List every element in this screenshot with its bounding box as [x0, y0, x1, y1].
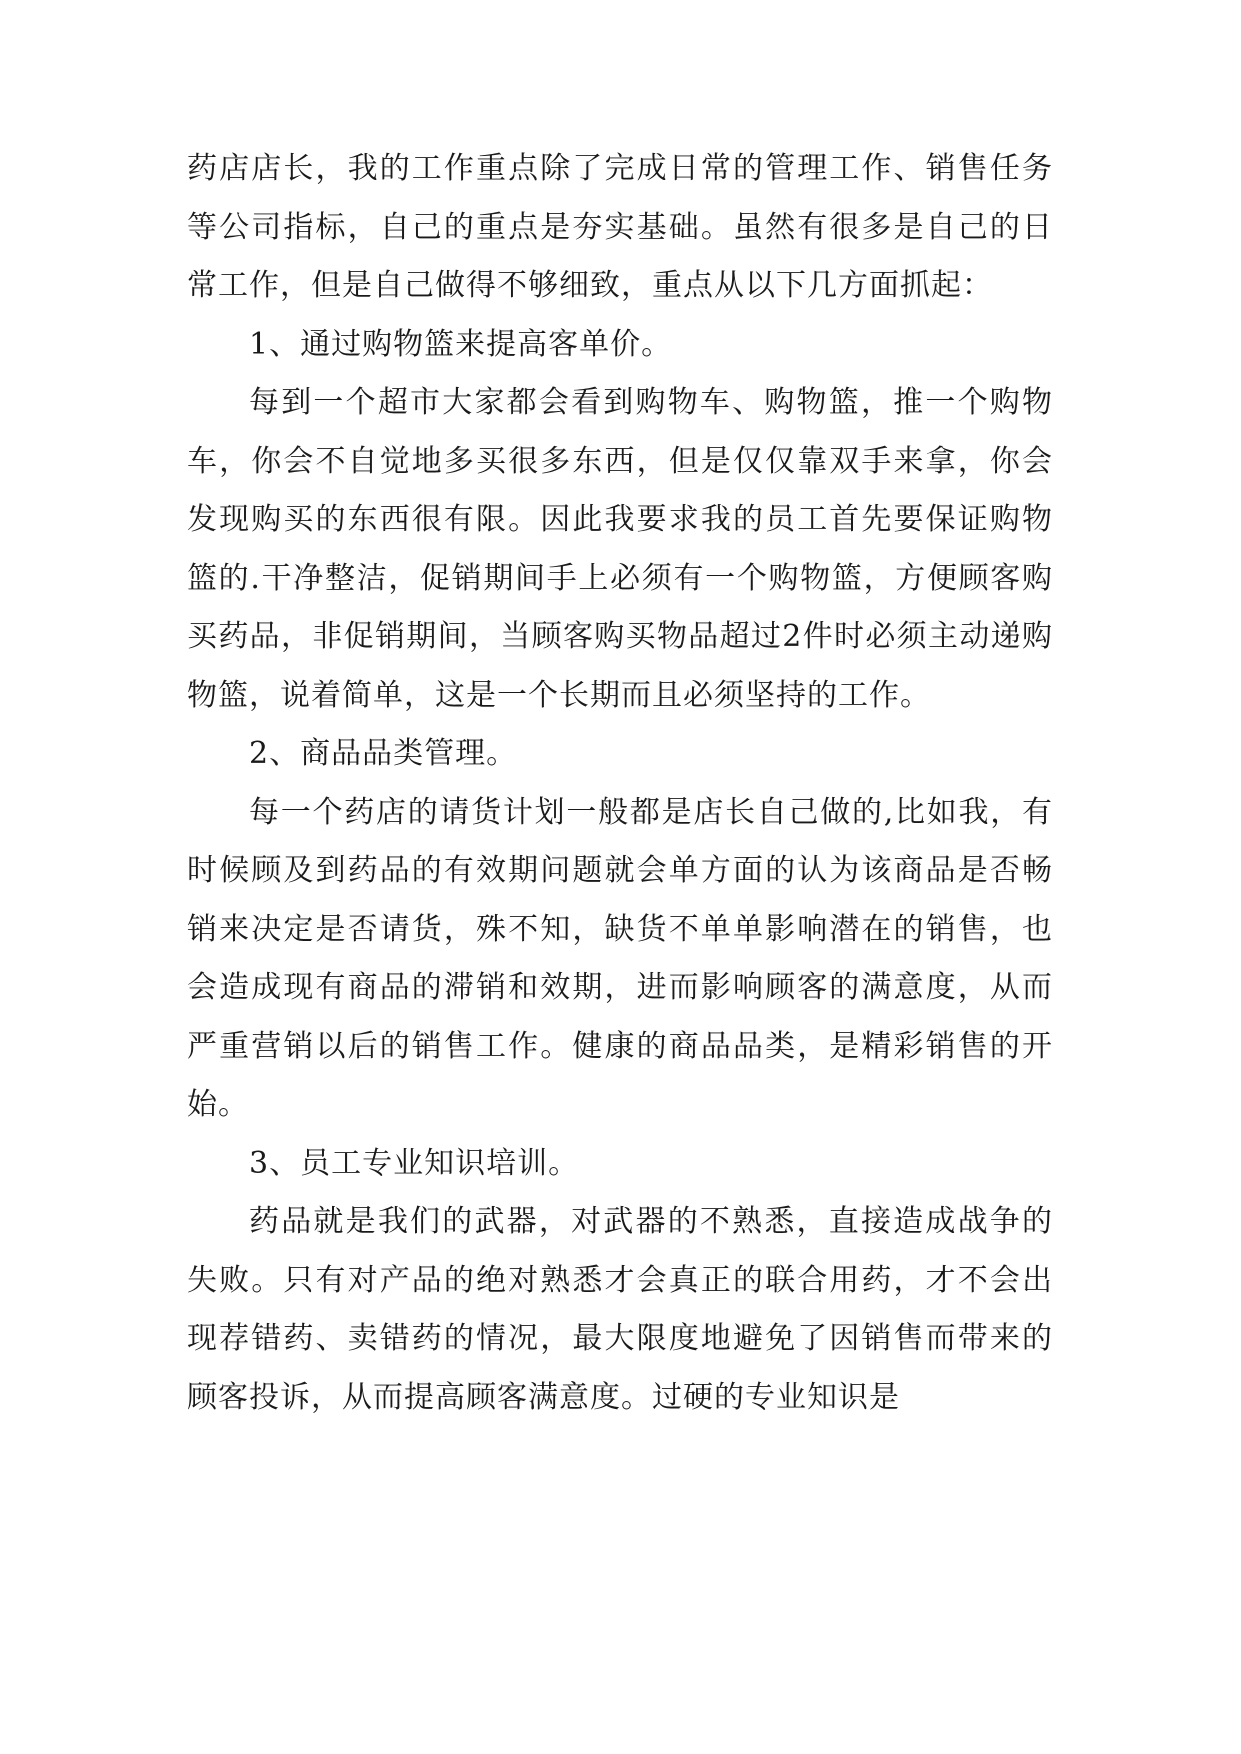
heading-staff-training: 3、员工专业知识培训。 — [249, 1145, 580, 1181]
paragraph-category-management: 每一个药店的请货计划一般都是店长自己做的,比如我，有时候顾及到药品的有效期问题就会单方面的认为该商品是否畅销来决定是否请货，殊不知，缺货不单单影响潜在的销售，也会造成现有商品的滞销和效期，进而影响顾客的满意度，从而严重营销以后的销售工作。健康的商品品类，是精彩销售的开始。 — [187, 794, 1053, 1122]
paragraph-intro: 药店店长，我的工作重点除了完成日常的管理工作、销售任务等公司指标，自己的重点是夯实基础。虽然有很多是自己的日常工作，但是自己做得不够细致，重点从以下几方面抓起： — [187, 151, 1053, 303]
heading-shopping-basket: 1、通过购物篮来提高客单价。 — [249, 326, 673, 362]
heading-category-management: 2、商品品类管理。 — [249, 736, 518, 771]
paragraph-shopping-basket: 每到一个超市大家都会看到购物车、购物篮，推一个购物车，你会不自觉地多买很多东西，但是仅仅靠双手来拿，你会发现购买的东西很有限。因此我要求我的员工首先要保证购物篮的.干净整洁，促销期间手上必须有一个购物篮，方便顾客购买药品，非促销期间，当顾客购买物品超过2件时必须主动递购物篮，说着简单，这是一个长期而且必须坚持的工作。 — [187, 385, 1053, 713]
paragraph-staff-training: 药品就是我们的武器，对武器的不熟悉，直接造成战争的失败。只有对产品的绝对熟悉才会真正的联合用药，才不会出现荐错药、卖错药的情况，最大限度地避免了因销售而带来的顾客投诉，从而提高顾客满意度。过硬的专业知识是 — [187, 1204, 1053, 1415]
document-body — [187, 140, 1053, 1427]
